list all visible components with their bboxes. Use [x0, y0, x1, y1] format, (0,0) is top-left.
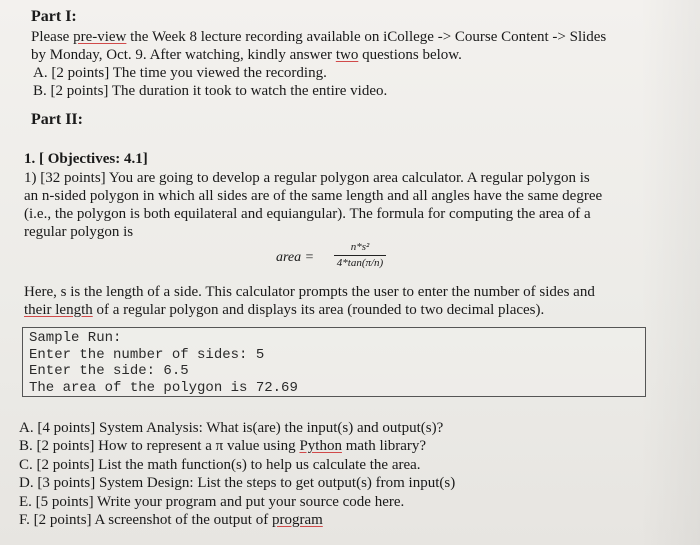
formula-numerator: n*s² — [350, 241, 370, 253]
question-c: C. [2 points] List the math function(s) to help us calculate the area. — [19, 457, 421, 473]
intro-text-rest: questions below. — [358, 47, 462, 63]
part1-item-a: A. [2 points] The time you viewed the recording. — [33, 65, 327, 81]
description-line: 1) [32 points] You are going to develop a regular polygon area calculator. A regular polygon is — [24, 170, 590, 186]
sample-run-line: Enter the number of sides: 5 — [29, 346, 265, 363]
intro-underlined-word: pre-view — [73, 29, 127, 45]
sample-run-box — [22, 327, 646, 397]
formula-fraction — [334, 240, 386, 270]
intro-text: by Monday, Oct. 9. After watching, kindly answer — [31, 47, 336, 63]
here-line1: Here, s is the length of a side. This calculator prompts the user to enter the number of sides and — [24, 284, 595, 300]
part1-heading: Part I: — [31, 8, 77, 25]
sample-run-line: Enter the side: 6.5 — [29, 363, 189, 379]
question-underlined-word: program — [271, 512, 323, 528]
sample-run-line: The area of the polygon is 72.69 — [29, 379, 298, 396]
question-d: D. [3 points] System Design: List the steps to get output(s) from input(s) — [19, 475, 456, 491]
question-text-rest: math library? — [341, 438, 427, 454]
part1-item-b: B. [2 points] The duration it took to watch the entire video. — [33, 83, 388, 99]
intro-text: Please — [31, 29, 74, 45]
part2-heading: Part II: — [31, 111, 83, 128]
here-text-rest: of a regular polygon and displays its area (rounded to two decimal places). — [92, 302, 545, 318]
here-line2 — [24, 302, 544, 319]
description-line: an n-sided polygon in which all sides are of the same length and all angles have the same degree — [24, 188, 603, 204]
question-f — [19, 512, 323, 529]
page-shadow — [640, 0, 700, 545]
here-underlined-phrase: their length — [24, 302, 93, 318]
part1-intro-line1 — [31, 29, 606, 46]
question-text: F. [2 points] A screenshot of the output of — [19, 512, 272, 528]
intro-text-rest: the Week 8 lecture recording available on iCollege -> Course Content -> Slides — [126, 29, 607, 45]
question-b — [19, 438, 426, 455]
intro-underlined-word: two — [335, 47, 359, 63]
objective-label: 1. [ Objectives: 4.1] — [24, 151, 148, 167]
question-a: A. [4 points] System Analysis: What is(are) the input(s) and output(s)? — [19, 420, 444, 436]
question-underlined-word: Python — [299, 438, 342, 454]
question-e: E. [5 points] Write your program and put your source code here. — [19, 494, 405, 510]
description-line: (i.e., the polygon is both equilateral and equiangular). The formula for computing the area of a — [24, 206, 591, 222]
description-line: regular polygon is — [24, 224, 134, 240]
sample-run-line: Sample Run: — [29, 330, 122, 346]
formula-denominator: 4*tan(π/n) — [336, 257, 384, 269]
part1-intro-line2 — [31, 47, 462, 64]
formula-lhs: area = — [276, 250, 315, 265]
question-text: B. [2 points] How to represent a π value using — [19, 438, 300, 454]
fraction-bar — [334, 255, 386, 256]
